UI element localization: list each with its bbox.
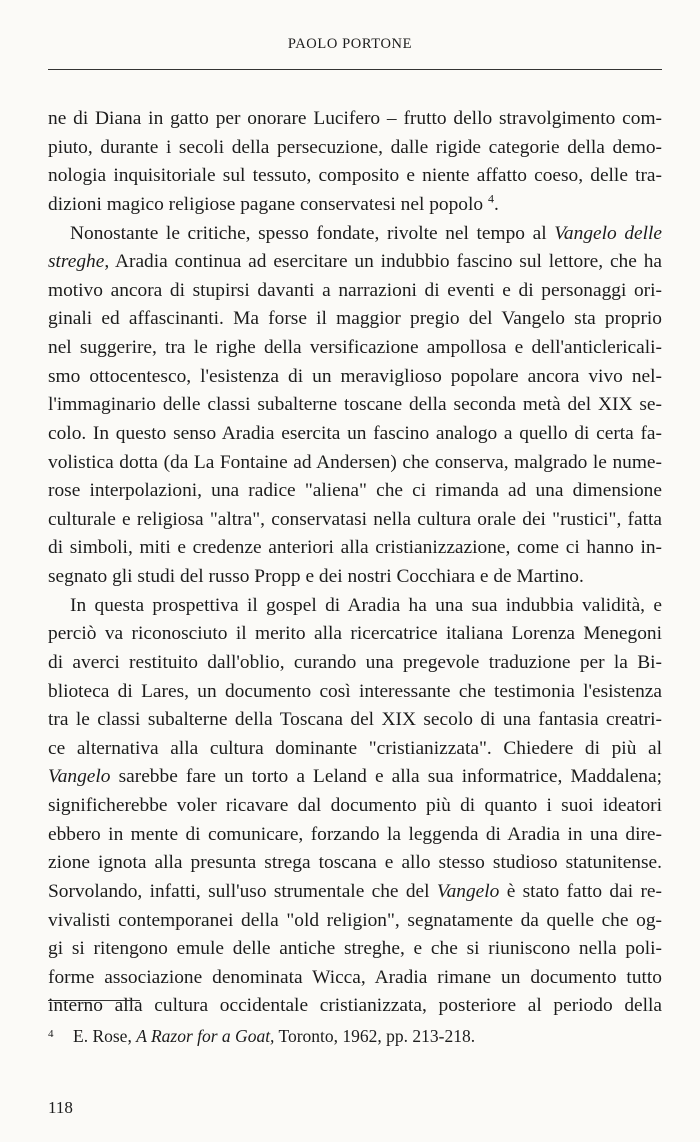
footnote-marker: 4 (48, 1028, 54, 1040)
text-line: smo ottocentesco, l'esistenza di un meraviglioso popolare ancora vivo nel- (48, 365, 662, 387)
text-fragment: Nonostante le critiche, spesso fondate, rivolte nel tempo al (70, 222, 547, 244)
text-line: nel suggerire, tra le righe della versificazione ampollosa e dell'anticlericali- (48, 337, 662, 358)
text-fragment: sarebbe fare un torto a Leland e alla sua informatrice, Maddalena; (118, 766, 662, 788)
text-line: rose interpolazioni, una radice "aliena" che ci rimanda ad una dimensione (48, 480, 662, 502)
text-line (48, 191, 662, 220)
text-line (48, 220, 662, 249)
text-line: ebbero in mente di comunicare, forzando la leggenda di Aradia in una dire- (48, 823, 662, 845)
header-rule (48, 69, 662, 70)
page-number: 118 (48, 1098, 73, 1117)
footnote (48, 1024, 662, 1048)
text-line: ginali ed affascinanti. Ma forse il maggior pregio del Vangelo sta proprio (48, 308, 662, 330)
text-line (48, 248, 662, 277)
footnote-reference: 4 (487, 191, 494, 206)
text-line: ne di Diana in gatto per onorare Lucifero – frutto dello stravolgimento com- (48, 108, 662, 129)
text-line: interno alla cultura occidentale cristianizzata, posteriore al periodo della (48, 995, 662, 1017)
text-line: piuto, durante i secoli della persecuzione, dalle rigide categorie della demo- (48, 136, 662, 158)
text-line: segnato gli studi del russo Propp e dei nostri Cocchiara e de Martino. (48, 566, 584, 587)
text-line (48, 763, 662, 792)
italic-title: Vangelo (436, 880, 500, 902)
text-line: blioteca di Lares, un documento così interessante che testimonia l'esistenza (48, 680, 662, 702)
text-line: perciò va riconosciuto il merito alla ricercatrice italiana Lorenza Menegoni (48, 623, 662, 645)
text-line: di averci restituito dall'oblio, curando una pregevole traduzione per la Bi- (48, 651, 662, 673)
text-fragment: , Aradia continua ad esercitare un indubbio fascino sul lettore, che ha (104, 251, 662, 273)
running-head: PAOLO PORTONE (287, 36, 413, 52)
text-line: gi si ritengono emule delle antiche streghe, e che si riuniscono nella poli- (48, 938, 662, 960)
text-line: tra le classi subalterne della Toscana del XIX secolo di una fantasia creatri- (48, 709, 662, 731)
text-line: zione ignota alla presunta strega toscana e allo stesso studioso statunitense. (48, 852, 662, 874)
text-line: In questa prospettiva il gospel di Aradia ha una sua indubbia validità, e (70, 594, 662, 616)
italic-title: streghe (48, 251, 105, 273)
text-fragment: . (493, 193, 499, 215)
text-line: vivalisti contemporanei della "old religion", segnatamente da quelle che og- (48, 909, 662, 931)
text-line: culturale e religiosa "altra", conservatasi nella cultura orale dei "rustici", fatta (48, 508, 662, 530)
text-line: ce alternativa alla cultura dominante "cristianizzata". Chiedere di più al (48, 737, 662, 759)
text-line: di simboli, miti e credenze anteriori alla cristianizzazione, come ci hanno in- (48, 537, 662, 559)
footnote-author: E. Rose, (73, 1026, 137, 1046)
text-line (48, 878, 662, 907)
text-fragment: è stato fatto dai re- (506, 880, 662, 902)
text-line: significherebbe voler ricavare dal documento più di quanto i suoi ideatori (48, 795, 662, 816)
text-line: forme associazione denominata Wicca, Aradia rimane un documento tutto (48, 966, 662, 988)
text-line: colo. In questo senso Aradia esercita un fascino analogo a quello di certa fa- (48, 422, 662, 444)
footnote-title: A Razor for a Goat, (136, 1026, 275, 1046)
italic-title: Vangelo delle (554, 222, 663, 244)
main-text (48, 105, 662, 1021)
italic-title: Vangelo (48, 766, 111, 788)
footnote-rule (48, 1000, 140, 1001)
text-line: motivo ancora di stupirsi davanti a narrazioni di eventi e di personaggi ori- (48, 279, 662, 301)
text-fragment: Sorvolando, infatti, sull'uso strumentale che del (48, 880, 430, 902)
text-line: l'immaginario delle classi subalterne toscane della seconda metà del XIX se- (48, 394, 662, 416)
footnote-details: Toronto, 1962, pp. 213-218. (274, 1026, 476, 1046)
text-fragment: dizioni magico religiose pagane conservatesi nel popolo (48, 193, 484, 215)
text-line: volistica dotta (da La Fontaine ad Andersen) che conserva, malgrado le nume- (48, 451, 662, 473)
text-line: nologia inquisitoriale sul tessuto, composito e niente affatto coeso, delle tra- (48, 165, 662, 187)
